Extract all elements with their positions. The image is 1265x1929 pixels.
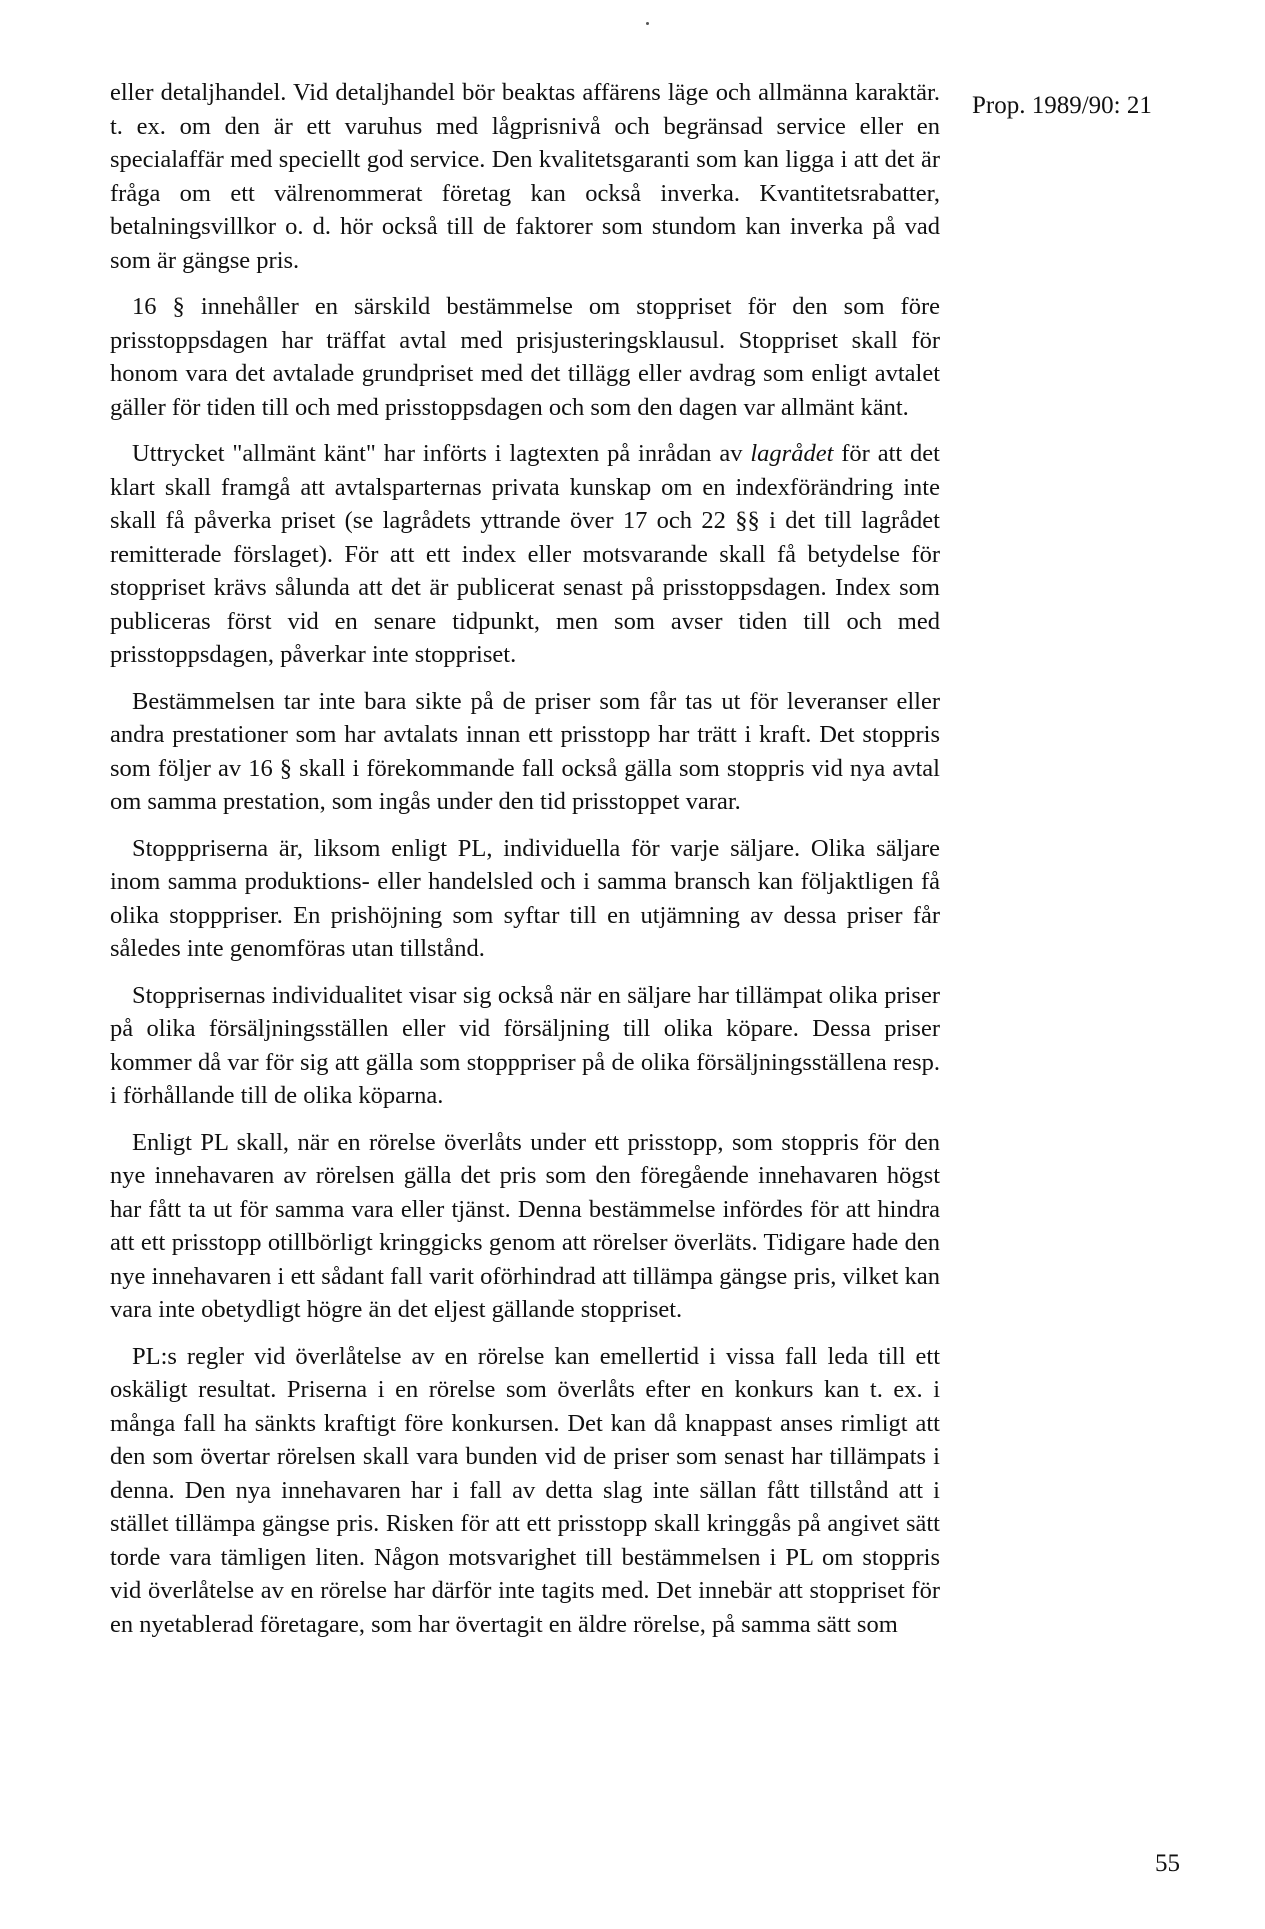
paragraph: Enligt PL skall, när en rörelse överlåts under ett prisstopp, som stoppris för den nye innehavaren av rörelsen gälla det pris som den föregående innehavaren högst har fått ta ut för samma vara eller tjänst. Denna bestämmelse infördes för att hindra att ett prisstopp otillbörligt kringgicks genom att rörelser överläts. Tidigare hade den nye innehavaren i ett sådant fall varit oförhindrad att tillämpa gängse pris, vilket kan vara inte obetydligt högre än det eljest gällande stoppriset.	[110, 1128, 940, 1323]
paragraph: Stopprisernas individualitet visar sig också när en säljare har tillämpat olika priser på olika försäljningsställen eller vid försäljning till olika köpare. Dessa priser kommer då var för sig att gälla som stopppriser på de olika försäljningsställena resp. i förhållande till de olika köparna.	[110, 981, 940, 1109]
paragraph: Uttrycket "allmänt känt" har införts i lagtexten på inrådan av lagrådet för att det klart skall framgå att avtalsparternas privata kunskap om en indexförändring inte skall få påverka priset (se lagrådets yttrande över 17 och 22 §§ i det till lagrådet remitterade förslaget). För att ett index eller motsvarande skall få betydelse för stoppriset krävs sålunda att det är publicerat senast på prisstoppsdagen. Index som publiceras först vid en senare tidpunkt, men som avser tiden till och med prisstoppsdagen, påverkar inte stoppriset.	[110, 440, 940, 668]
body-text	[110, 76, 940, 1654]
proposition-reference: Prop. 1989/90: 21	[972, 92, 1152, 119]
paragraph: eller detaljhandel. Vid detaljhandel bör beaktas affärens läge och allmänna karaktär. t. ex. om den är ett varuhus med lågprisnivå och begränsad service eller en specialaffär med speciellt god service. Den kvalitetsgaranti som kan ligga i att det är fråga om ett välrenommerat företag kan också inverka. Kvantitetsrabatter, betalningsvillkor o. d. hör också till de faktorer som stundom kan inverka på vad som är gängse pris.	[110, 79, 940, 274]
paragraph: 16 § innehåller en särskild bestämmelse om stoppriset för den som före prisstoppsdagen har träffat avtal med prisjusteringsklausul. Stoppriset skall för honom vara det avtalade grundpriset med det tillägg eller avdrag som enligt avtalet gäller för tiden till och med prisstoppsdagen och som den dagen var allmänt känt.	[110, 293, 940, 421]
scan-speck	[646, 22, 649, 25]
emphasis: lagrådet	[750, 440, 834, 467]
paragraph: Stopppriserna är, liksom enligt PL, individuella för varje säljare. Olika säljare inom samma produktions- eller handelsled och i samma bransch kan följaktligen få olika stopppriser. En prishöjning som syftar till en utjämning av dessa priser får således inte genomföras utan tillstånd.	[110, 834, 940, 962]
paragraph: PL:s regler vid överlåtelse av en rörelse kan emellertid i vissa fall leda till ett oskäligt resultat. Priserna i en rörelse som överlåts efter en konkurs kan t. ex. i många fall ha sänkts kraftigt före konkursen. Det kan då knappast anses rimligt att den som övertar rörelsen skall vara bunden vid de priser som senast har tillämpats i denna. Den nya innehavaren har i fall av detta slag inte sällan fått tillstånd att i stället tillämpa gängse pris. Risken för att ett prisstopp skall kringgås på angivet sätt torde vara tämligen liten. Någon motsvarighet till bestämmelsen i PL om stoppris vid överlåtelse av en rörelse har därför inte tagits med. Det innebär att stoppriset för en nyetablerad företagare, som har övertagit en äldre rörelse, på samma sätt som	[110, 1342, 940, 1638]
paragraph: Bestämmelsen tar inte bara sikte på de priser som får tas ut för leveranser eller andra prestationer som har avtalats innan ett prisstopp har trätt i kraft. Det stoppris som följer av 16 § skall i förekommande fall också gälla som stoppris vid nya avtal om samma prestation, som ingås under den tid prisstoppet varar.	[110, 687, 940, 815]
page-number: 55	[1155, 1850, 1180, 1877]
